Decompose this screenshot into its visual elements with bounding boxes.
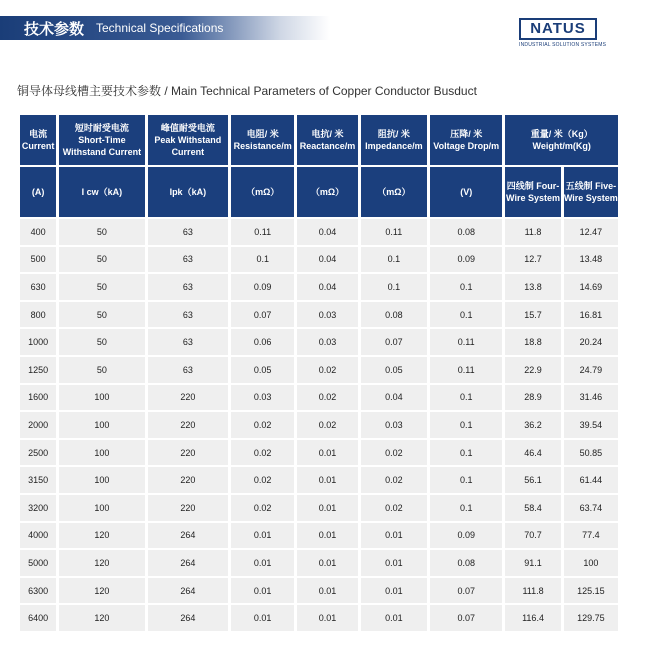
unit-cell: 五线制 Five-Wire System bbox=[564, 167, 618, 217]
table-cell: 56.1 bbox=[505, 467, 560, 493]
table-cell: 125.15 bbox=[564, 578, 618, 604]
table-cell: 31.46 bbox=[564, 385, 618, 411]
header-cell: 电抗/ 米 Reactance/m bbox=[297, 115, 357, 165]
table-cell: 12.7 bbox=[505, 247, 560, 273]
table-cell: 0.08 bbox=[430, 550, 502, 576]
table-cell: 2000 bbox=[20, 412, 56, 438]
table-cell: 0.1 bbox=[430, 440, 502, 466]
table-cell: 0.02 bbox=[361, 467, 427, 493]
table-cell: 6300 bbox=[20, 578, 56, 604]
table-cell: 14.69 bbox=[564, 274, 618, 300]
table-cell: 70.7 bbox=[505, 523, 560, 549]
unit-cell: （mΩ） bbox=[231, 167, 294, 217]
table-cell: 50 bbox=[59, 219, 144, 245]
table-cell: 0.01 bbox=[297, 605, 357, 631]
table-cell: 129.75 bbox=[564, 605, 618, 631]
table-cell: 0.03 bbox=[231, 385, 294, 411]
table-cell: 0.03 bbox=[297, 329, 357, 355]
table-cell: 0.02 bbox=[361, 495, 427, 521]
table-cell: 0.01 bbox=[297, 467, 357, 493]
table-cell: 120 bbox=[59, 605, 144, 631]
table-cell: 220 bbox=[148, 467, 228, 493]
table-cell: 800 bbox=[20, 302, 56, 328]
header-cell: 压降/ 米 Voltage Drop/m bbox=[430, 115, 502, 165]
table-cell: 91.1 bbox=[505, 550, 560, 576]
table-cell: 0.07 bbox=[430, 605, 502, 631]
table-cell: 5000 bbox=[20, 550, 56, 576]
table-cell: 0.1 bbox=[361, 247, 427, 273]
table-cell: 500 bbox=[20, 247, 56, 273]
table-cell: 16.81 bbox=[564, 302, 618, 328]
unit-cell: (V) bbox=[430, 167, 502, 217]
table-cell: 0.04 bbox=[297, 219, 357, 245]
table-row bbox=[20, 219, 618, 245]
table-cell: 63 bbox=[148, 329, 228, 355]
table-row bbox=[20, 495, 618, 521]
table-cell: 0.04 bbox=[361, 385, 427, 411]
table-cell: 63.74 bbox=[564, 495, 618, 521]
table-cell: 0.02 bbox=[297, 412, 357, 438]
table-cell: 0.01 bbox=[361, 578, 427, 604]
header-cell: 阻抗/ 米 Impedance/m bbox=[361, 115, 427, 165]
table-cell: 0.1 bbox=[430, 302, 502, 328]
spec-table bbox=[17, 113, 621, 633]
table-cell: 630 bbox=[20, 274, 56, 300]
table-cell: 0.11 bbox=[430, 357, 502, 383]
table-cell: 0.01 bbox=[231, 605, 294, 631]
table-cell: 0.01 bbox=[297, 523, 357, 549]
table-cell: 0.1 bbox=[430, 385, 502, 411]
unit-cell: I cw（kA) bbox=[59, 167, 144, 217]
table-cell: 1250 bbox=[20, 357, 56, 383]
table-cell: 0.01 bbox=[297, 495, 357, 521]
table-cell: 100 bbox=[59, 467, 144, 493]
table-cell: 0.04 bbox=[297, 247, 357, 273]
table-cell: 6400 bbox=[20, 605, 56, 631]
table-cell: 0.08 bbox=[430, 219, 502, 245]
table-cell: 36.2 bbox=[505, 412, 560, 438]
table-cell: 20.24 bbox=[564, 329, 618, 355]
table-row bbox=[20, 467, 618, 493]
table-cell: 100 bbox=[59, 495, 144, 521]
unit-cell: (A) bbox=[20, 167, 56, 217]
table-cell: 50 bbox=[59, 302, 144, 328]
table-cell: 0.03 bbox=[361, 412, 427, 438]
table-row bbox=[20, 302, 618, 328]
table-cell: 0.1 bbox=[231, 247, 294, 273]
table-cell: 220 bbox=[148, 440, 228, 466]
table-cell: 0.01 bbox=[231, 578, 294, 604]
table-cell: 0.08 bbox=[361, 302, 427, 328]
table-cell: 0.07 bbox=[231, 302, 294, 328]
table-row bbox=[20, 440, 618, 466]
table-row bbox=[20, 412, 618, 438]
table-cell: 0.02 bbox=[231, 467, 294, 493]
table-cell: 0.07 bbox=[430, 578, 502, 604]
table-cell: 28.9 bbox=[505, 385, 560, 411]
table-row bbox=[20, 385, 618, 411]
table-cell: 120 bbox=[59, 550, 144, 576]
table-cell: 0.01 bbox=[297, 578, 357, 604]
table-cell: 0.02 bbox=[361, 440, 427, 466]
table-cell: 0.02 bbox=[297, 357, 357, 383]
table-cell: 0.05 bbox=[231, 357, 294, 383]
table-cell: 4000 bbox=[20, 523, 56, 549]
table-cell: 0.02 bbox=[231, 412, 294, 438]
section-banner bbox=[0, 16, 330, 40]
table-cell: 13.8 bbox=[505, 274, 560, 300]
table-row bbox=[20, 605, 618, 631]
table-cell: 46.4 bbox=[505, 440, 560, 466]
table-cell: 220 bbox=[148, 385, 228, 411]
table-cell: 63 bbox=[148, 302, 228, 328]
logo-frame bbox=[519, 18, 597, 40]
logo-name: NATUS bbox=[530, 20, 586, 37]
table-cell: 120 bbox=[59, 523, 144, 549]
table-cell: 1000 bbox=[20, 329, 56, 355]
table-cell: 0.07 bbox=[361, 329, 427, 355]
table-cell: 15.7 bbox=[505, 302, 560, 328]
table-cell: 0.1 bbox=[430, 412, 502, 438]
table-cell: 0.1 bbox=[361, 274, 427, 300]
table-cell: 63 bbox=[148, 247, 228, 273]
section-title-en: Technical Specifications bbox=[96, 21, 224, 35]
table-cell: 50 bbox=[59, 329, 144, 355]
table-cell: 0.02 bbox=[231, 440, 294, 466]
table-cell: 0.1 bbox=[430, 495, 502, 521]
table-cell: 0.05 bbox=[361, 357, 427, 383]
table-row bbox=[20, 578, 618, 604]
table-cell: 100 bbox=[564, 550, 618, 576]
table-cell: 39.54 bbox=[564, 412, 618, 438]
table-cell: 264 bbox=[148, 550, 228, 576]
section-title-cn: 技术参数 bbox=[24, 21, 85, 38]
table-cell: 264 bbox=[148, 523, 228, 549]
table-cell: 0.09 bbox=[430, 523, 502, 549]
table-cell: 50 bbox=[59, 274, 144, 300]
table-cell: 111.8 bbox=[505, 578, 560, 604]
table-cell: 0.01 bbox=[231, 523, 294, 549]
table-cell: 61.44 bbox=[564, 467, 618, 493]
header-cell: 峰值耐受电流 Peak Withstand Current bbox=[148, 115, 228, 165]
table-cell: 0.11 bbox=[361, 219, 427, 245]
table-cell: 0.02 bbox=[231, 495, 294, 521]
units-row bbox=[20, 167, 618, 217]
table-cell: 24.79 bbox=[564, 357, 618, 383]
table-cell: 220 bbox=[148, 495, 228, 521]
table-cell: 0.01 bbox=[297, 440, 357, 466]
table-cell: 13.48 bbox=[564, 247, 618, 273]
table-cell: 77.4 bbox=[564, 523, 618, 549]
table-cell: 0.01 bbox=[361, 605, 427, 631]
table-cell: 3150 bbox=[20, 467, 56, 493]
table-cell: 0.01 bbox=[361, 523, 427, 549]
unit-cell: （mΩ） bbox=[361, 167, 427, 217]
table-cell: 0.1 bbox=[430, 467, 502, 493]
header-cell: 电阻/ 米 Resistance/m bbox=[231, 115, 294, 165]
table-caption: 铜导体母线槽主要技术参数 / Main Technical Parameters of Copper Conductor Busduct bbox=[17, 84, 477, 98]
unit-cell: Ipk（kA) bbox=[148, 167, 228, 217]
table-cell: 0.06 bbox=[231, 329, 294, 355]
table-cell: 11.8 bbox=[505, 219, 560, 245]
table-cell: 100 bbox=[59, 440, 144, 466]
table-cell: 0.11 bbox=[231, 219, 294, 245]
table-cell: 264 bbox=[148, 605, 228, 631]
table-cell: 18.8 bbox=[505, 329, 560, 355]
header-cell: 短时耐受电流 Short-Time Withstand Current bbox=[59, 115, 144, 165]
table-cell: 50 bbox=[59, 247, 144, 273]
table-cell: 3200 bbox=[20, 495, 56, 521]
table-row bbox=[20, 274, 618, 300]
table-row bbox=[20, 550, 618, 576]
table-cell: 400 bbox=[20, 219, 56, 245]
table-cell: 1600 bbox=[20, 385, 56, 411]
header-cell: 重量/ 米（Kg） Weight/m(Kg) bbox=[505, 115, 618, 165]
table-cell: 264 bbox=[148, 578, 228, 604]
header-row bbox=[20, 115, 618, 165]
table-cell: 58.4 bbox=[505, 495, 560, 521]
table-cell: 22.9 bbox=[505, 357, 560, 383]
table-cell: 120 bbox=[59, 578, 144, 604]
table-cell: 50.85 bbox=[564, 440, 618, 466]
table-cell: 0.03 bbox=[297, 302, 357, 328]
header-cell: 电流 Current bbox=[20, 115, 56, 165]
table-cell: 0.1 bbox=[430, 274, 502, 300]
table-cell: 0.11 bbox=[430, 329, 502, 355]
table-cell: 0.04 bbox=[297, 274, 357, 300]
table-cell: 63 bbox=[148, 357, 228, 383]
brand-logo bbox=[519, 18, 629, 52]
table-cell: 50 bbox=[59, 357, 144, 383]
table-cell: 100 bbox=[59, 412, 144, 438]
table-cell: 12.47 bbox=[564, 219, 618, 245]
table-cell: 63 bbox=[148, 274, 228, 300]
table-row bbox=[20, 247, 618, 273]
table-cell: 0.09 bbox=[231, 274, 294, 300]
unit-cell: 四线制 Four-Wire System bbox=[505, 167, 560, 217]
table-cell: 100 bbox=[59, 385, 144, 411]
table-cell: 220 bbox=[148, 412, 228, 438]
table-cell: 0.01 bbox=[231, 550, 294, 576]
table-cell: 116.4 bbox=[505, 605, 560, 631]
table-row bbox=[20, 523, 618, 549]
table-cell: 0.01 bbox=[297, 550, 357, 576]
logo-tagline: INDUSTRIAL SOLUTION SYSTEMS bbox=[519, 42, 607, 48]
table-cell: 0.01 bbox=[361, 550, 427, 576]
table-cell: 0.09 bbox=[430, 247, 502, 273]
table-cell: 63 bbox=[148, 219, 228, 245]
table-row bbox=[20, 329, 618, 355]
table-row bbox=[20, 357, 618, 383]
unit-cell: （mΩ） bbox=[297, 167, 357, 217]
table-cell: 0.02 bbox=[297, 385, 357, 411]
table-cell: 2500 bbox=[20, 440, 56, 466]
